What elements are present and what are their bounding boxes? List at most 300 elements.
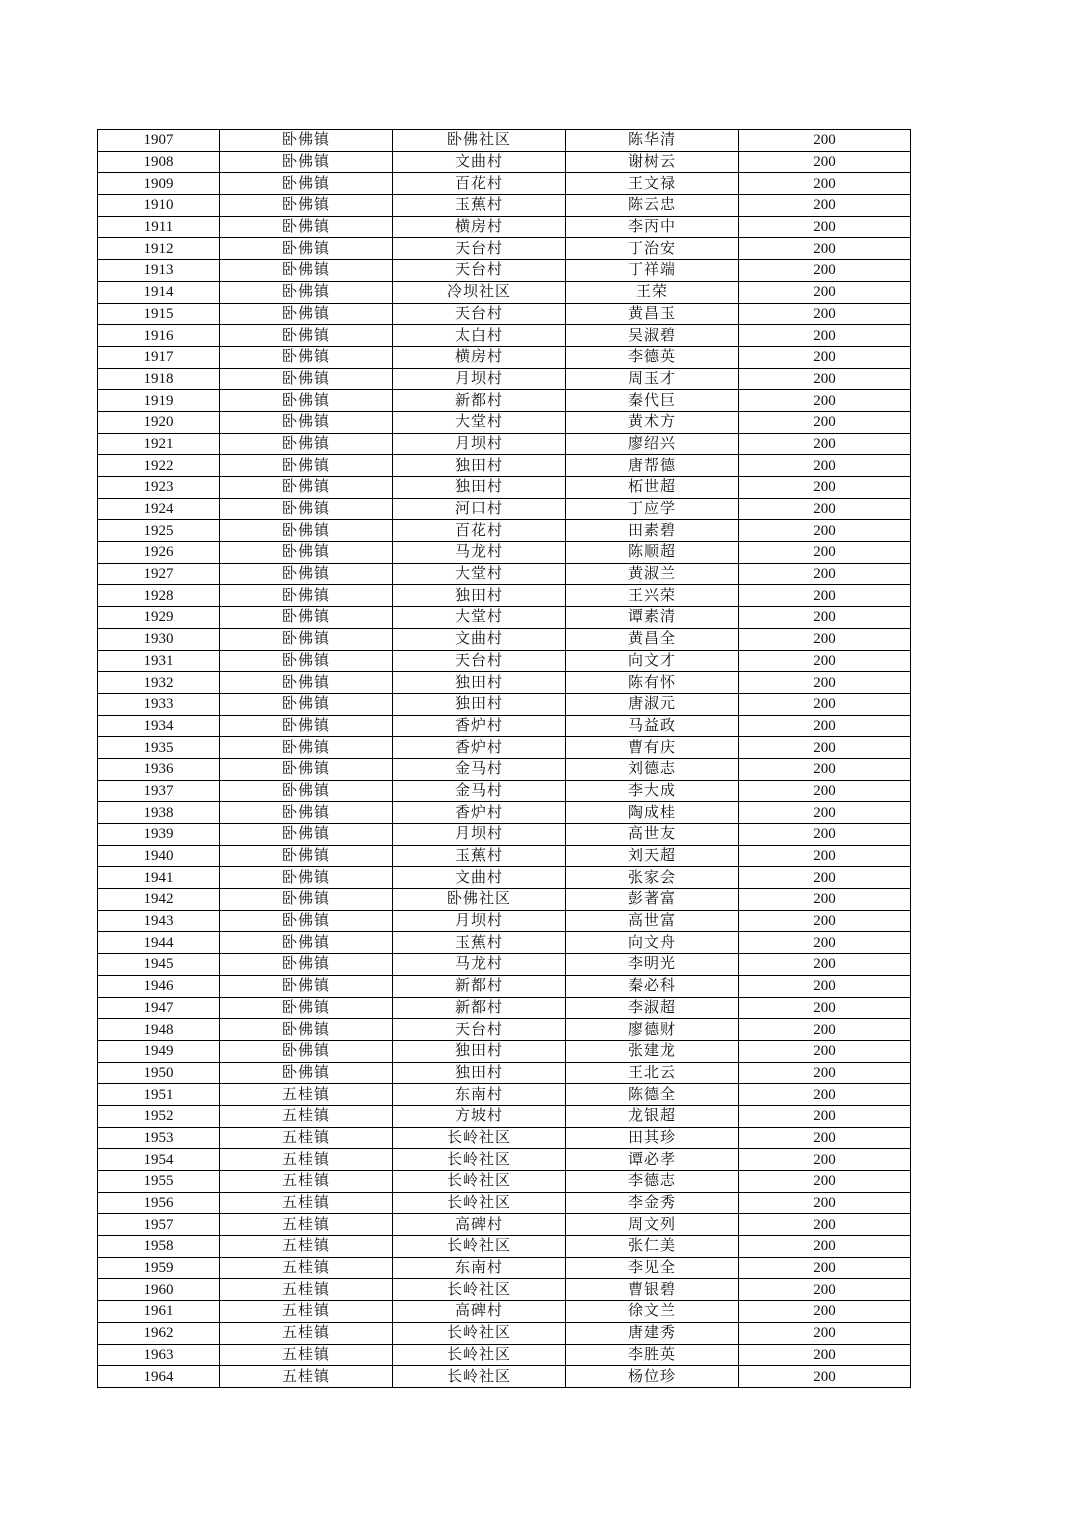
village-cell: 独田村 <box>393 455 566 477</box>
name-cell: 李见全 <box>566 1257 739 1279</box>
town-cell: 卧佛镇 <box>220 325 393 347</box>
row-number-cell: 1924 <box>98 498 220 520</box>
town-cell: 卧佛镇 <box>220 520 393 542</box>
table-body <box>98 130 911 1388</box>
town-cell: 卧佛镇 <box>220 715 393 737</box>
amount-cell: 200 <box>739 780 911 802</box>
table-row <box>98 1171 911 1193</box>
row-number-cell: 1922 <box>98 455 220 477</box>
amount-cell: 200 <box>739 1279 911 1301</box>
row-number-cell: 1926 <box>98 542 220 564</box>
town-cell: 五桂镇 <box>220 1214 393 1236</box>
table-row <box>98 238 911 260</box>
row-number-cell: 1956 <box>98 1192 220 1214</box>
amount-cell: 200 <box>739 715 911 737</box>
row-number-cell: 1944 <box>98 932 220 954</box>
name-cell: 杨位珍 <box>566 1366 739 1388</box>
town-cell: 卧佛镇 <box>220 216 393 238</box>
table-row <box>98 1257 911 1279</box>
amount-cell: 200 <box>739 433 911 455</box>
table-row <box>98 932 911 954</box>
row-number-cell: 1908 <box>98 151 220 173</box>
amount-cell: 200 <box>739 173 911 195</box>
row-number-cell: 1959 <box>98 1257 220 1279</box>
town-cell: 卧佛镇 <box>220 390 393 412</box>
name-cell: 陈有怀 <box>566 672 739 694</box>
amount-cell: 200 <box>739 1105 911 1127</box>
amount-cell: 200 <box>739 845 911 867</box>
row-number-cell: 1918 <box>98 368 220 390</box>
row-number-cell: 1955 <box>98 1171 220 1193</box>
table-row <box>98 433 911 455</box>
village-cell: 百花村 <box>393 520 566 542</box>
name-cell: 丁祥端 <box>566 260 739 282</box>
table-row <box>98 325 911 347</box>
table-row <box>98 1279 911 1301</box>
row-number-cell: 1927 <box>98 563 220 585</box>
town-cell: 卧佛镇 <box>220 368 393 390</box>
amount-cell: 200 <box>739 1214 911 1236</box>
amount-cell: 200 <box>739 325 911 347</box>
row-number-cell: 1946 <box>98 975 220 997</box>
village-cell: 河口村 <box>393 498 566 520</box>
amount-cell: 200 <box>739 975 911 997</box>
village-cell: 高碑村 <box>393 1214 566 1236</box>
town-cell: 卧佛镇 <box>220 281 393 303</box>
town-cell: 卧佛镇 <box>220 737 393 759</box>
row-number-cell: 1943 <box>98 910 220 932</box>
town-cell: 卧佛镇 <box>220 477 393 499</box>
row-number-cell: 1919 <box>98 390 220 412</box>
village-cell: 月坝村 <box>393 824 566 846</box>
amount-cell: 200 <box>739 867 911 889</box>
name-cell: 曹有庆 <box>566 737 739 759</box>
row-number-cell: 1910 <box>98 195 220 217</box>
name-cell: 陈华清 <box>566 130 739 152</box>
row-number-cell: 1934 <box>98 715 220 737</box>
row-number-cell: 1923 <box>98 477 220 499</box>
village-cell: 长岭社区 <box>393 1322 566 1344</box>
table-row <box>98 1149 911 1171</box>
row-number-cell: 1963 <box>98 1344 220 1366</box>
row-number-cell: 1928 <box>98 585 220 607</box>
village-cell: 金马村 <box>393 758 566 780</box>
row-number-cell: 1941 <box>98 867 220 889</box>
table-row <box>98 1236 911 1258</box>
town-cell: 五桂镇 <box>220 1279 393 1301</box>
amount-cell: 200 <box>739 216 911 238</box>
village-cell: 新都村 <box>393 390 566 412</box>
row-number-cell: 1935 <box>98 737 220 759</box>
row-number-cell: 1950 <box>98 1062 220 1084</box>
table-row <box>98 1214 911 1236</box>
name-cell: 陶成桂 <box>566 802 739 824</box>
table-row <box>98 498 911 520</box>
town-cell: 五桂镇 <box>220 1322 393 1344</box>
village-cell: 月坝村 <box>393 433 566 455</box>
amount-cell: 200 <box>739 1366 911 1388</box>
village-cell: 独田村 <box>393 477 566 499</box>
town-cell: 五桂镇 <box>220 1084 393 1106</box>
village-cell: 横房村 <box>393 346 566 368</box>
table-row <box>98 1127 911 1149</box>
table-row <box>98 650 911 672</box>
table-row <box>98 303 911 325</box>
name-cell: 高世友 <box>566 824 739 846</box>
name-cell: 李金秀 <box>566 1192 739 1214</box>
name-cell: 张家会 <box>566 867 739 889</box>
amount-cell: 200 <box>739 932 911 954</box>
name-cell: 向文舟 <box>566 932 739 954</box>
name-cell: 周玉才 <box>566 368 739 390</box>
village-cell: 文曲村 <box>393 151 566 173</box>
town-cell: 卧佛镇 <box>220 693 393 715</box>
town-cell: 五桂镇 <box>220 1344 393 1366</box>
amount-cell: 200 <box>739 477 911 499</box>
village-cell: 香炉村 <box>393 715 566 737</box>
row-number-cell: 1917 <box>98 346 220 368</box>
amount-cell: 200 <box>739 346 911 368</box>
name-cell: 陈顺超 <box>566 542 739 564</box>
table-row <box>98 780 911 802</box>
name-cell: 秦代巨 <box>566 390 739 412</box>
amount-cell: 200 <box>739 693 911 715</box>
town-cell: 卧佛镇 <box>220 824 393 846</box>
name-cell: 刘天超 <box>566 845 739 867</box>
village-cell: 文曲村 <box>393 628 566 650</box>
town-cell: 卧佛镇 <box>220 954 393 976</box>
table-row <box>98 802 911 824</box>
town-cell: 卧佛镇 <box>220 997 393 1019</box>
village-cell: 卧佛社区 <box>393 130 566 152</box>
name-cell: 黄昌玉 <box>566 303 739 325</box>
amount-cell: 200 <box>739 758 911 780</box>
table-row <box>98 585 911 607</box>
name-cell: 李德志 <box>566 1171 739 1193</box>
table-row <box>98 910 911 932</box>
row-number-cell: 1964 <box>98 1366 220 1388</box>
amount-cell: 200 <box>739 824 911 846</box>
name-cell: 刘德志 <box>566 758 739 780</box>
table-row <box>98 130 911 152</box>
name-cell: 谭素清 <box>566 607 739 629</box>
amount-cell: 200 <box>739 672 911 694</box>
row-number-cell: 1945 <box>98 954 220 976</box>
town-cell: 卧佛镇 <box>220 650 393 672</box>
name-cell: 王兴荣 <box>566 585 739 607</box>
amount-cell: 200 <box>739 1344 911 1366</box>
amount-cell: 200 <box>739 1322 911 1344</box>
amount-cell: 200 <box>739 151 911 173</box>
table-row <box>98 216 911 238</box>
town-cell: 卧佛镇 <box>220 498 393 520</box>
table-row <box>98 173 911 195</box>
name-cell: 曹银碧 <box>566 1279 739 1301</box>
village-cell: 大堂村 <box>393 411 566 433</box>
table-row <box>98 607 911 629</box>
town-cell: 五桂镇 <box>220 1105 393 1127</box>
town-cell: 五桂镇 <box>220 1192 393 1214</box>
village-cell: 长岭社区 <box>393 1171 566 1193</box>
village-cell: 长岭社区 <box>393 1149 566 1171</box>
town-cell: 五桂镇 <box>220 1149 393 1171</box>
amount-cell: 200 <box>739 910 911 932</box>
amount-cell: 200 <box>739 1084 911 1106</box>
name-cell: 黄淑兰 <box>566 563 739 585</box>
village-cell: 大堂村 <box>393 563 566 585</box>
row-number-cell: 1951 <box>98 1084 220 1106</box>
amount-cell: 200 <box>739 411 911 433</box>
town-cell: 五桂镇 <box>220 1171 393 1193</box>
town-cell: 卧佛镇 <box>220 867 393 889</box>
town-cell: 卧佛镇 <box>220 1040 393 1062</box>
town-cell: 卧佛镇 <box>220 542 393 564</box>
name-cell: 徐文兰 <box>566 1301 739 1323</box>
village-cell: 独田村 <box>393 1040 566 1062</box>
table-row <box>98 1084 911 1106</box>
town-cell: 卧佛镇 <box>220 238 393 260</box>
row-number-cell: 1930 <box>98 628 220 650</box>
table-row <box>98 368 911 390</box>
table-row <box>98 1062 911 1084</box>
village-cell: 玉蕉村 <box>393 845 566 867</box>
town-cell: 卧佛镇 <box>220 151 393 173</box>
amount-cell: 200 <box>739 1149 911 1171</box>
row-number-cell: 1915 <box>98 303 220 325</box>
name-cell: 吴淑碧 <box>566 325 739 347</box>
town-cell: 卧佛镇 <box>220 889 393 911</box>
village-cell: 独田村 <box>393 672 566 694</box>
amount-cell: 200 <box>739 542 911 564</box>
amount-cell: 200 <box>739 628 911 650</box>
name-cell: 黄术方 <box>566 411 739 433</box>
name-cell: 黄昌全 <box>566 628 739 650</box>
town-cell: 卧佛镇 <box>220 1019 393 1041</box>
name-cell: 陈云忠 <box>566 195 739 217</box>
amount-cell: 200 <box>739 954 911 976</box>
amount-cell: 200 <box>739 1040 911 1062</box>
name-cell: 高世富 <box>566 910 739 932</box>
amount-cell: 200 <box>739 260 911 282</box>
village-cell: 新都村 <box>393 997 566 1019</box>
village-cell: 独田村 <box>393 1062 566 1084</box>
table-row <box>98 824 911 846</box>
name-cell: 田素碧 <box>566 520 739 542</box>
row-number-cell: 1911 <box>98 216 220 238</box>
subsidy-table <box>97 129 911 1388</box>
amount-cell: 200 <box>739 650 911 672</box>
town-cell: 卧佛镇 <box>220 195 393 217</box>
village-cell: 长岭社区 <box>393 1127 566 1149</box>
village-cell: 玉蕉村 <box>393 195 566 217</box>
name-cell: 马益政 <box>566 715 739 737</box>
town-cell: 卧佛镇 <box>220 802 393 824</box>
row-number-cell: 1933 <box>98 693 220 715</box>
table-row <box>98 281 911 303</box>
village-cell: 冷坝社区 <box>393 281 566 303</box>
amount-cell: 200 <box>739 390 911 412</box>
amount-cell: 200 <box>739 889 911 911</box>
amount-cell: 200 <box>739 368 911 390</box>
row-number-cell: 1958 <box>98 1236 220 1258</box>
table-row <box>98 151 911 173</box>
village-cell: 马龙村 <box>393 542 566 564</box>
table-row <box>98 1192 911 1214</box>
row-number-cell: 1960 <box>98 1279 220 1301</box>
name-cell: 龙银超 <box>566 1105 739 1127</box>
row-number-cell: 1929 <box>98 607 220 629</box>
name-cell: 谭必孝 <box>566 1149 739 1171</box>
town-cell: 卧佛镇 <box>220 585 393 607</box>
row-number-cell: 1942 <box>98 889 220 911</box>
town-cell: 卧佛镇 <box>220 932 393 954</box>
village-cell: 独田村 <box>393 693 566 715</box>
village-cell: 月坝村 <box>393 910 566 932</box>
town-cell: 卧佛镇 <box>220 411 393 433</box>
name-cell: 唐帮德 <box>566 455 739 477</box>
village-cell: 长岭社区 <box>393 1344 566 1366</box>
row-number-cell: 1939 <box>98 824 220 846</box>
village-cell: 月坝村 <box>393 368 566 390</box>
town-cell: 卧佛镇 <box>220 433 393 455</box>
table-row <box>98 346 911 368</box>
amount-cell: 200 <box>739 195 911 217</box>
table-row <box>98 260 911 282</box>
amount-cell: 200 <box>739 1062 911 1084</box>
name-cell: 王文禄 <box>566 173 739 195</box>
town-cell: 卧佛镇 <box>220 758 393 780</box>
town-cell: 卧佛镇 <box>220 910 393 932</box>
table-row <box>98 758 911 780</box>
table-row <box>98 520 911 542</box>
amount-cell: 200 <box>739 1301 911 1323</box>
town-cell: 五桂镇 <box>220 1301 393 1323</box>
town-cell: 卧佛镇 <box>220 455 393 477</box>
village-cell: 方坡村 <box>393 1105 566 1127</box>
village-cell: 高碑村 <box>393 1301 566 1323</box>
row-number-cell: 1949 <box>98 1040 220 1062</box>
town-cell: 五桂镇 <box>220 1257 393 1279</box>
village-cell: 长岭社区 <box>393 1192 566 1214</box>
table-row <box>98 455 911 477</box>
row-number-cell: 1938 <box>98 802 220 824</box>
village-cell: 玉蕉村 <box>393 932 566 954</box>
table-row <box>98 693 911 715</box>
amount-cell: 200 <box>739 802 911 824</box>
name-cell: 李大成 <box>566 780 739 802</box>
amount-cell: 200 <box>739 997 911 1019</box>
table-row <box>98 195 911 217</box>
amount-cell: 200 <box>739 737 911 759</box>
table-row <box>98 672 911 694</box>
table-row <box>98 889 911 911</box>
row-number-cell: 1940 <box>98 845 220 867</box>
village-cell: 香炉村 <box>393 802 566 824</box>
table-row <box>98 390 911 412</box>
town-cell: 卧佛镇 <box>220 607 393 629</box>
table-row <box>98 867 911 889</box>
table-row <box>98 954 911 976</box>
village-cell: 金马村 <box>393 780 566 802</box>
name-cell: 李丙中 <box>566 216 739 238</box>
amount-cell: 200 <box>739 1192 911 1214</box>
table-row <box>98 1019 911 1041</box>
table-row <box>98 1344 911 1366</box>
table-row <box>98 1366 911 1388</box>
name-cell: 王北云 <box>566 1062 739 1084</box>
amount-cell: 200 <box>739 1171 911 1193</box>
table-row <box>98 477 911 499</box>
row-number-cell: 1952 <box>98 1105 220 1127</box>
row-number-cell: 1936 <box>98 758 220 780</box>
village-cell: 长岭社区 <box>393 1279 566 1301</box>
name-cell: 丁应学 <box>566 498 739 520</box>
town-cell: 卧佛镇 <box>220 1062 393 1084</box>
village-cell: 文曲村 <box>393 867 566 889</box>
town-cell: 卧佛镇 <box>220 845 393 867</box>
town-cell: 卧佛镇 <box>220 780 393 802</box>
row-number-cell: 1962 <box>98 1322 220 1344</box>
village-cell: 天台村 <box>393 650 566 672</box>
town-cell: 卧佛镇 <box>220 260 393 282</box>
row-number-cell: 1948 <box>98 1019 220 1041</box>
table-row <box>98 845 911 867</box>
name-cell: 丁治安 <box>566 238 739 260</box>
name-cell: 唐建秀 <box>566 1322 739 1344</box>
town-cell: 五桂镇 <box>220 1366 393 1388</box>
row-number-cell: 1947 <box>98 997 220 1019</box>
village-cell: 长岭社区 <box>393 1236 566 1258</box>
amount-cell: 200 <box>739 238 911 260</box>
name-cell: 谢树云 <box>566 151 739 173</box>
row-number-cell: 1925 <box>98 520 220 542</box>
row-number-cell: 1953 <box>98 1127 220 1149</box>
town-cell: 卧佛镇 <box>220 563 393 585</box>
table-row <box>98 997 911 1019</box>
name-cell: 向文才 <box>566 650 739 672</box>
row-number-cell: 1932 <box>98 672 220 694</box>
town-cell: 卧佛镇 <box>220 346 393 368</box>
row-number-cell: 1912 <box>98 238 220 260</box>
amount-cell: 200 <box>739 520 911 542</box>
row-number-cell: 1907 <box>98 130 220 152</box>
amount-cell: 200 <box>739 1236 911 1258</box>
name-cell: 李淑超 <box>566 997 739 1019</box>
name-cell: 柘世超 <box>566 477 739 499</box>
village-cell: 太白村 <box>393 325 566 347</box>
table-row <box>98 737 911 759</box>
village-cell: 长岭社区 <box>393 1366 566 1388</box>
village-cell: 天台村 <box>393 238 566 260</box>
village-cell: 香炉村 <box>393 737 566 759</box>
name-cell: 廖绍兴 <box>566 433 739 455</box>
name-cell: 周文列 <box>566 1214 739 1236</box>
village-cell: 东南村 <box>393 1257 566 1279</box>
town-cell: 五桂镇 <box>220 1127 393 1149</box>
table-row <box>98 411 911 433</box>
row-number-cell: 1921 <box>98 433 220 455</box>
amount-cell: 200 <box>739 1127 911 1149</box>
row-number-cell: 1914 <box>98 281 220 303</box>
row-number-cell: 1937 <box>98 780 220 802</box>
town-cell: 卧佛镇 <box>220 672 393 694</box>
amount-cell: 200 <box>739 1257 911 1279</box>
amount-cell: 200 <box>739 130 911 152</box>
row-number-cell: 1954 <box>98 1149 220 1171</box>
village-cell: 横房村 <box>393 216 566 238</box>
amount-cell: 200 <box>739 303 911 325</box>
name-cell: 张建龙 <box>566 1040 739 1062</box>
